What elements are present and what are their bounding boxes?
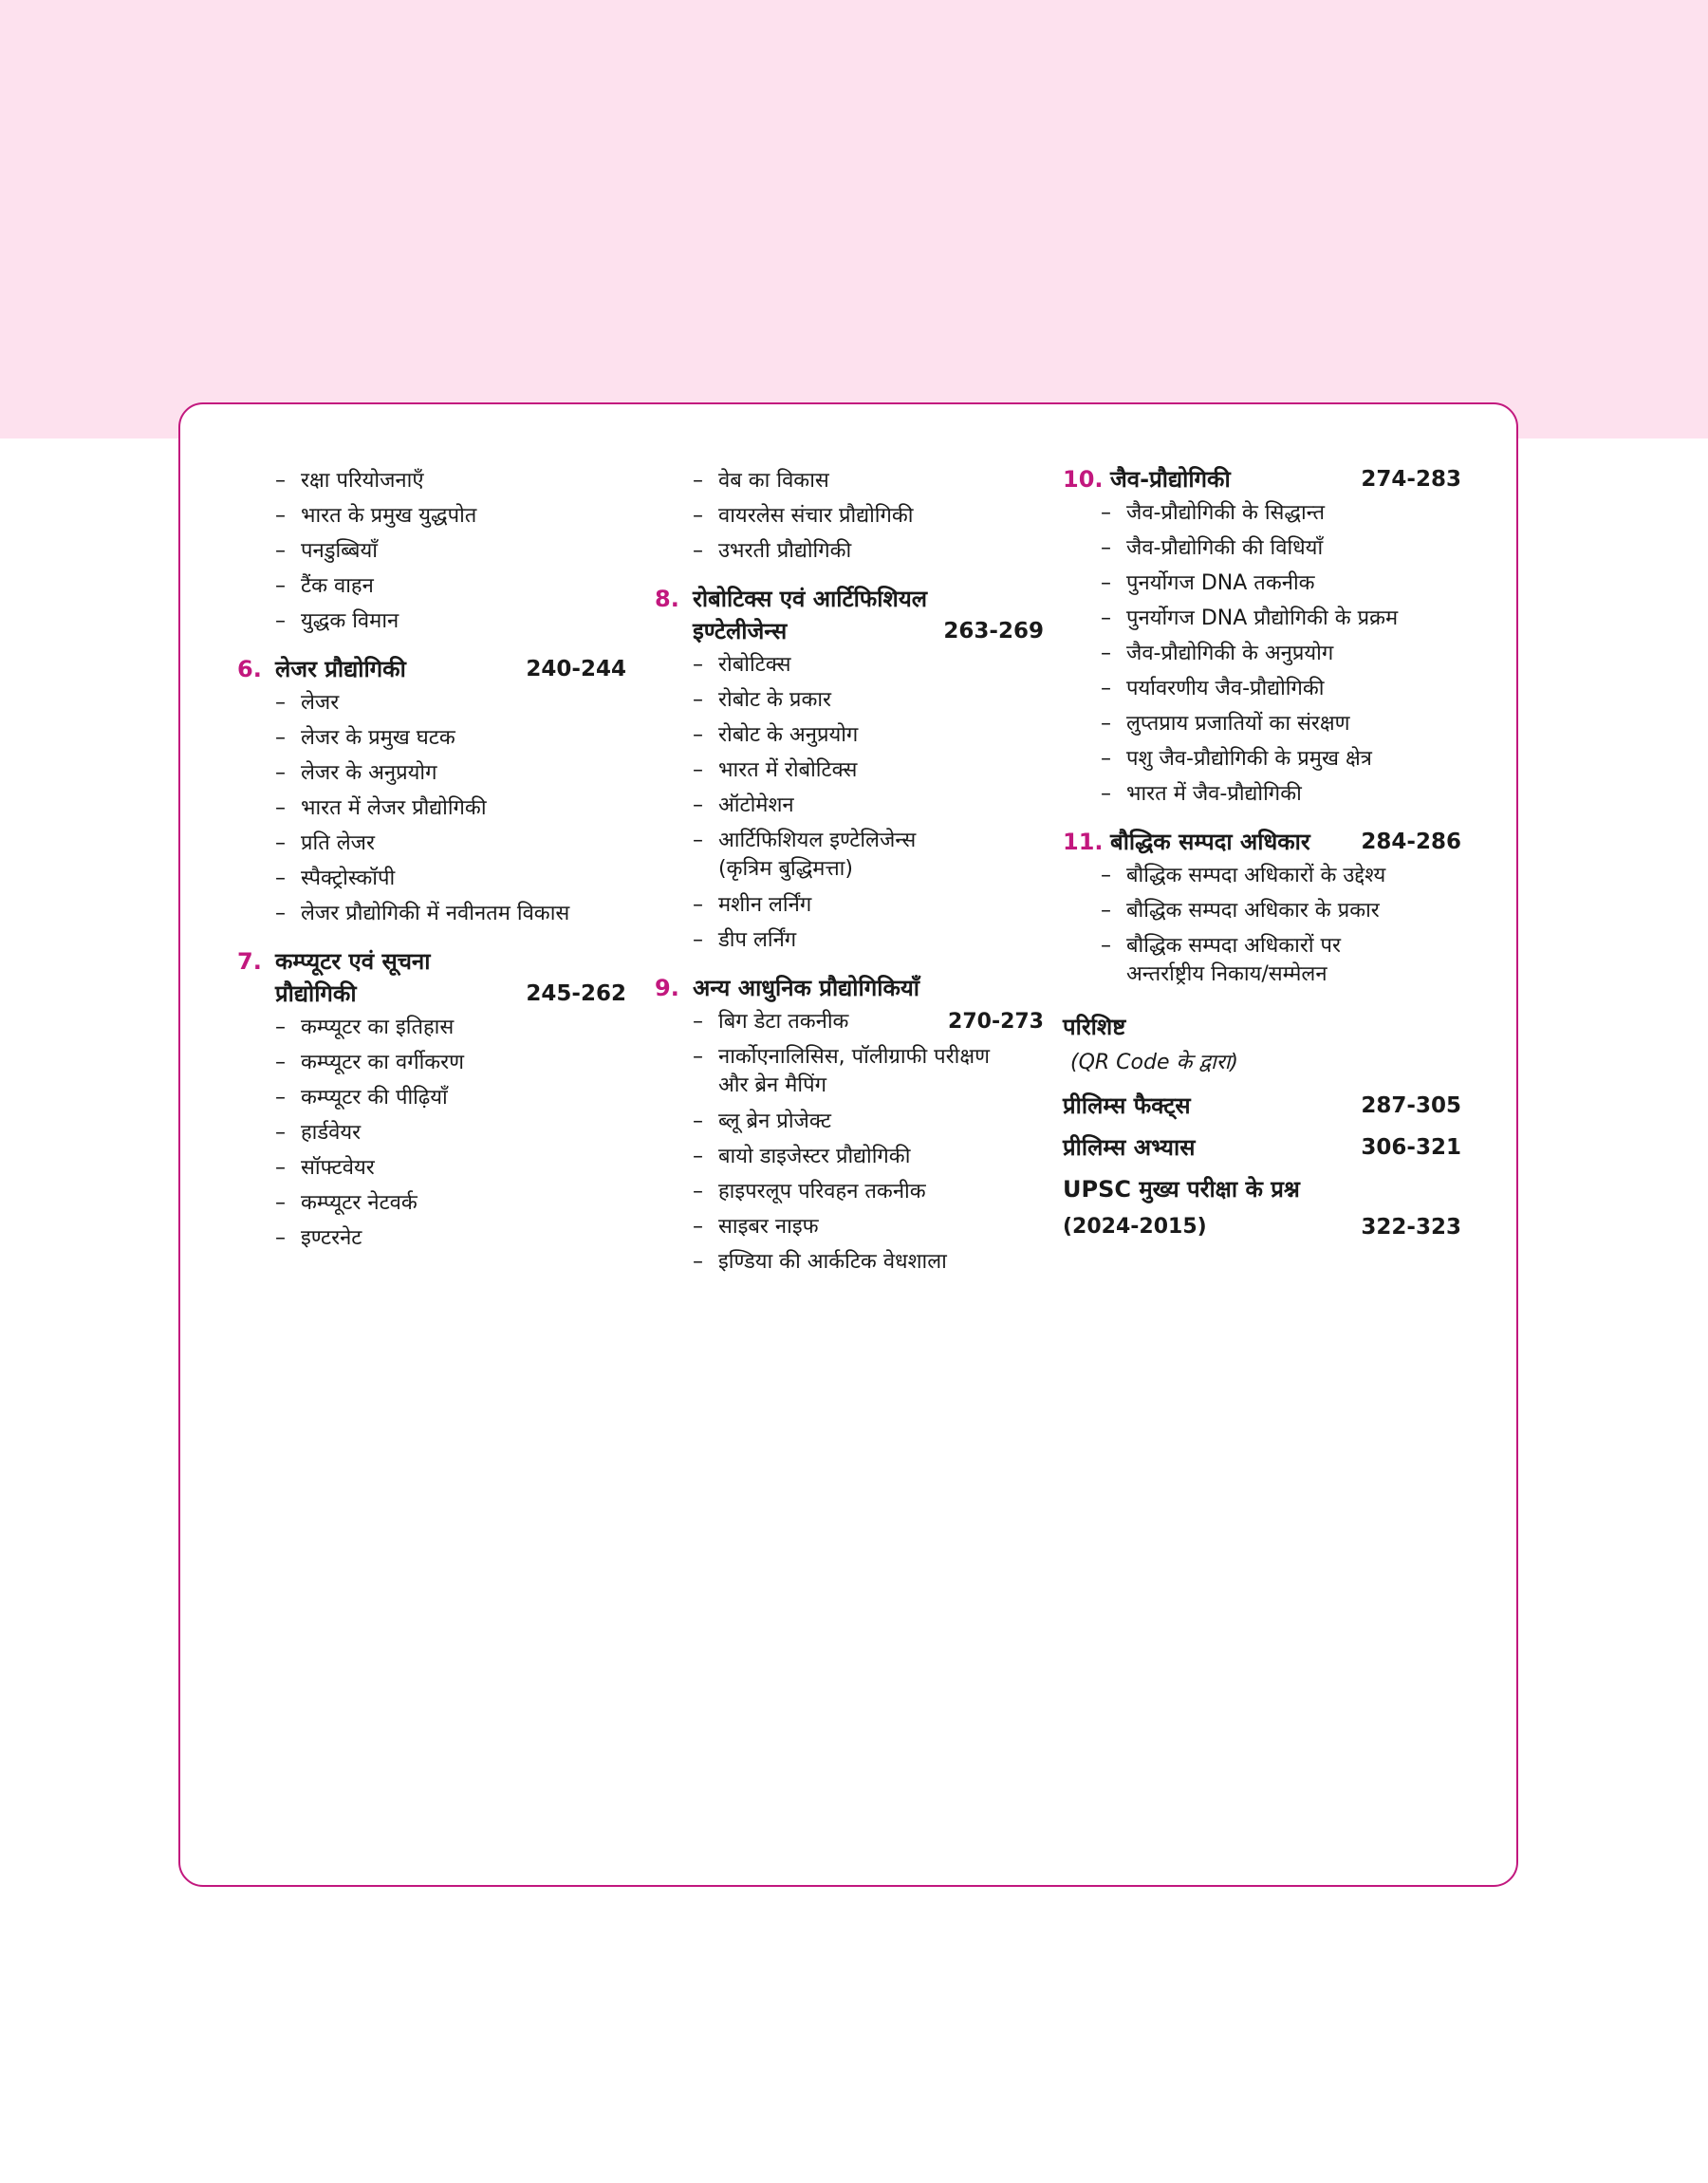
chapter-title: रोबोटिक्स एवं आर्टिफिशियल इण्टेलीजेन्स [693,586,928,644]
chapter-number: 10. [1063,466,1104,493]
toc-item: – ब्लू ब्रेन प्रोजेक्ट [693,1110,831,1133]
toc-item: – भारत के प्रमुख युद्धपोत [275,504,477,528]
toc-item: – बौद्धिक सम्पदा अधिकार के प्रकार [1101,899,1380,923]
appendix-entry-practice: प्रीलिम्स अभ्यास 306-321 [1063,1134,1461,1161]
header-band [0,0,1708,438]
toc-item: – रोबोट के प्रकार [693,688,832,712]
chapter-pages: 240-244 [526,657,626,681]
toc-item: – लेजर के अनुप्रयोग [275,761,437,785]
toc-item: – पुनर्योगज DNA प्रौद्योगिकी के प्रक्रम [1101,606,1399,630]
toc-item: – सॉफ्टवेयर [275,1156,375,1180]
toc-item: – लेजर प्रौद्योगिकी में नवीनतम विकास [275,902,570,925]
toc-item: – नार्कोएनालिसिस, पॉलीग्राफी परीक्षण और ब्रेन मैपिंग [693,1045,991,1097]
chapter-title: लेजर प्रौद्योगिकी [275,656,406,682]
chapter-title: अन्य आधुनिक प्रौद्योगिकियाँ [693,975,920,1001]
appendix-entry-facts: प्रीलिम्स फैक्ट्स 287-305 [1063,1092,1461,1119]
appendix-entry-upsc: UPSC मुख्य परीक्षा के प्रश्न (2024-2015) 322-323 [1063,1176,1461,1240]
toc-item: – रोबोट के अनुप्रयोग [693,723,859,747]
toc-item: – उभरती प्रौद्योगिकी [693,539,852,563]
toc-item: – कम्प्यूटर नेटवर्क [275,1191,418,1215]
toc-column-3 [1063,463,1461,1245]
toc-item: – डीप लर्निंग [693,928,797,952]
toc-item: – पशु जैव-प्रौद्योगिकी के प्रमुख क्षेत्र [1101,747,1372,771]
toc-item: – स्पैक्ट्रोस्कॉपी [275,867,396,890]
chapter-pages: 263-269 [943,619,1044,644]
toc-item: – लुप्तप्राय प्रजातियों का संरक्षण [1101,712,1350,736]
toc-item: – हार्डवेयर [275,1121,362,1145]
toc-item: – बौद्धिक सम्पदा अधिकारों के उद्देश्य [1101,864,1386,887]
chapter-number: 11. [1063,829,1104,855]
toc-item: – टैंक वाहन [275,574,374,598]
chapter-number: 9. [655,975,679,1001]
toc-item: – हाइपरलूप परिवहन तकनीक [693,1180,926,1203]
toc-item: – रक्षा परियोजनाएँ [275,469,424,493]
toc-item: – वायरलेस संचार प्रौद्योगिकी [693,504,914,528]
chapter-title: कम्प्यूटर एवं सूचना प्रौद्योगिकी [275,948,431,1007]
chapter-number: 7. [237,948,262,975]
chapter-number: 8. [655,586,679,612]
toc-item: – रोबोटिक्स [693,653,791,677]
toc-item: – बायो डाइजेस्टर प्रौद्योगिकी [693,1145,911,1168]
toc-item: – जैव-प्रौद्योगिकी के अनुप्रयोग [1101,642,1334,665]
toc-item: – लेजर के प्रमुख घटक [275,726,455,750]
chapter-10-heading [1063,463,1461,495]
toc-column-1 [237,463,626,1256]
toc-item: – मशीन लर्निंग [693,893,812,917]
chapter-title: बौद्धिक सम्पदा अधिकार [1110,829,1310,855]
toc-item: – कम्प्यूटर का इतिहास [275,1016,455,1039]
toc-column-2 [655,463,1044,1279]
toc-item: – कम्प्यूटर का वर्गीकरण [275,1051,465,1074]
toc-item: – भारत में लेजर प्रौद्योगिकी [275,796,487,820]
toc-item: – लेजर [275,691,340,715]
toc-item: – वेब का विकास [693,469,829,493]
toc-item: – जैव-प्रौद्योगिकी के सिद्धान्त [1101,501,1325,525]
toc-item: – इण्डिया की आर्कटिक वेधशाला [693,1250,947,1274]
toc-item: – भारत में रोबोटिक्स [693,758,858,782]
toc-item: – प्रति लेजर [275,831,375,855]
toc-item: – भारत में जैव-प्रौद्योगिकी [1101,782,1302,806]
toc-item: – बौद्धिक सम्पदा अधिकारों पर अन्तर्राष्ट्रीय निकाय/सम्मेलन [1101,934,1341,986]
chapter-pages: 245-262 [526,981,626,1006]
chapter-pages: 284-286 [1361,830,1461,854]
toc-item: – कम्प्यूटर की पीढ़ियाँ [275,1086,448,1110]
chapter-9-heading [655,972,1044,1004]
toc-item: – पुनर्योगज DNA तकनीक [1101,571,1315,595]
toc-item: – आर्टिफिशियल इण्टेलिजेन्स (कृत्रिम बुद्धिमत्ता) [693,829,917,881]
appendix-note: (QR Code के द्वारा) [1070,1051,1239,1074]
chapter-title: जैव-प्रौद्योगिकी [1110,466,1231,493]
chapter-11-heading [1063,826,1461,858]
toc-item: – जैव-प्रौद्योगिकी की विधियाँ [1101,536,1324,560]
chapter-pages: 274-283 [1361,467,1461,492]
chapter-6-heading [237,653,626,685]
chapter-number: 6. [237,656,262,682]
chapter-pages: 270-273 [948,1010,1044,1034]
chapter-8-heading [655,583,1044,647]
toc-item: – युद्धक विमान [275,609,399,633]
toc-item: – पर्यावरणीय जैव-प्रौद्योगिकी [1101,677,1325,700]
toc-item: – पनडुब्बियाँ [275,539,378,563]
chapter-7-heading [237,945,626,1010]
appendix-heading: परिशिष्ट [1063,1014,1126,1040]
toc-item: – इण्टरनेट [275,1226,362,1250]
toc-item: – साइबर नाइफ [693,1215,819,1239]
toc-item: – बिग डेटा तकनीक 270-273 [655,1004,1044,1039]
toc-item: – ऑटोमेशन [693,793,794,817]
